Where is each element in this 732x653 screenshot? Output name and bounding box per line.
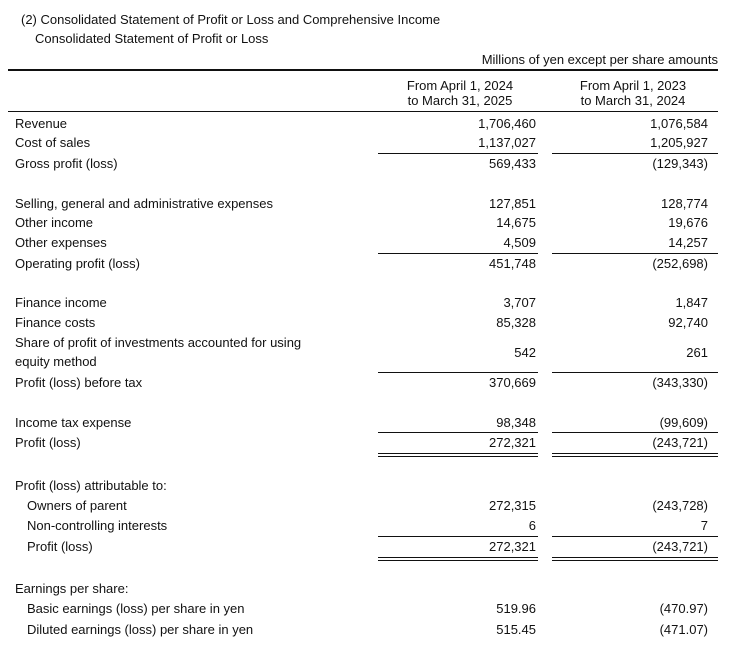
row-label-line2: equity method [15,354,97,369]
double-rule [378,453,538,454]
row-label-line1: Share of profit of investments accounted for using [15,335,302,350]
row-label: Cost of sales [15,135,91,150]
double-rule [378,557,538,558]
subtotal-rule [378,153,538,154]
row-label: Other expenses [15,235,107,250]
row-value-fy2025: 370,669 [489,375,536,390]
row-value-fy2025: 1,137,027 [478,135,536,150]
row-value-fy2025: 6 [528,518,536,533]
row-label: Owners of parent [27,498,127,513]
subtotal-rule [552,153,718,154]
row-value-fy2024: 261 [686,345,708,360]
row-value-fy2025: 569,433 [489,156,536,171]
row-value-fy2024: (252,698) [652,256,708,271]
subtotal-rule [552,536,718,537]
row-value-fy2025: 98,348 [496,415,536,430]
row-value-fy2024: (343,330) [652,375,708,390]
section-header-eps: Earnings per share: [15,581,129,596]
double-rule [552,456,718,457]
double-rule [552,453,718,454]
column-header-fy2024-line1: From April 1, 2023 [579,78,687,93]
row-value-fy2025: 272,321 [489,539,536,554]
row-value-fy2024: 14,257 [668,235,708,250]
subtotal-rule [378,253,538,254]
row-value-fy2025: 515.45 [496,622,536,637]
statement-title: Consolidated Statement of Profit or Loss [35,31,269,46]
row-value-fy2024: (129,343) [652,156,708,171]
double-rule [552,560,718,561]
row-value-fy2025: 519.96 [496,601,536,616]
row-value-fy2024: 92,740 [668,315,708,330]
row-value-fy2024: (243,721) [652,539,708,554]
units-caption: Millions of yen except per share amounts [481,52,718,67]
row-value-fy2025: 542 [514,345,536,360]
row-value-fy2024: (243,721) [652,435,708,450]
row-value-fy2024: (470.97) [659,601,708,616]
row-label: Operating profit (loss) [15,256,140,271]
row-label: Other income [15,215,94,230]
row-label: Profit (loss) before tax [15,375,143,390]
column-header-fy2025-line1: From April 1, 2024 [406,78,514,93]
double-rule [378,560,538,561]
row-value-fy2025: 14,675 [496,215,536,230]
row-label: Non-controlling interests [27,518,168,533]
header-rule [8,111,718,112]
double-rule [552,557,718,558]
row-value-fy2024: 7 [700,518,708,533]
row-label: Finance costs [15,315,96,330]
row-value-fy2024: (243,728) [652,498,708,513]
subtotal-rule [552,372,718,373]
row-label: Income tax expense [15,415,132,430]
row-value-fy2024: 128,774 [661,196,708,211]
column-header-fy2024-line2: to March 31, 2024 [580,93,686,108]
document-heading: (2) Consolidated Statement of Profit or Loss and Comprehensive Income [21,12,441,27]
row-value-fy2025: 85,328 [496,315,536,330]
row-value-fy2025: 451,748 [489,256,536,271]
row-label: Revenue [15,116,68,131]
row-value-fy2025: 4,509 [503,235,536,250]
row-value-fy2024: 19,676 [668,215,708,230]
double-rule [378,456,538,457]
row-value-fy2024: 1,076,584 [650,116,708,131]
column-header-fy2025 [385,78,535,108]
row-value-fy2025: 3,707 [503,295,536,310]
top-rule [8,69,718,71]
column-header-fy2025-line2: to March 31, 2025 [407,93,513,108]
subtotal-rule [552,253,718,254]
row-value-fy2024: (99,609) [659,415,708,430]
row-value-fy2024: 1,205,927 [650,135,708,150]
subtotal-rule [378,372,538,373]
row-value-fy2025: 272,315 [489,498,536,513]
subtotal-rule [552,432,718,433]
row-value-fy2024: 1,847 [675,295,708,310]
row-label: Gross profit (loss) [15,156,118,171]
row-value-fy2025: 127,851 [489,196,536,211]
subtotal-rule [378,432,538,433]
row-label: Selling, general and administrative expenses [15,196,273,211]
row-label: Finance income [15,295,107,310]
column-header-fy2024 [558,78,708,108]
row-label: Profit (loss) [15,435,81,450]
row-value-fy2025: 272,321 [489,435,536,450]
section-header-attributable: Profit (loss) attributable to: [15,478,167,493]
row-label: Diluted earnings (loss) per share in yen [27,622,254,637]
row-label: Profit (loss) [27,539,93,554]
row-value-fy2025: 1,706,460 [478,116,536,131]
row-label: Basic earnings (loss) per share in yen [27,601,245,616]
subtotal-rule [378,536,538,537]
row-value-fy2024: (471.07) [659,622,708,637]
